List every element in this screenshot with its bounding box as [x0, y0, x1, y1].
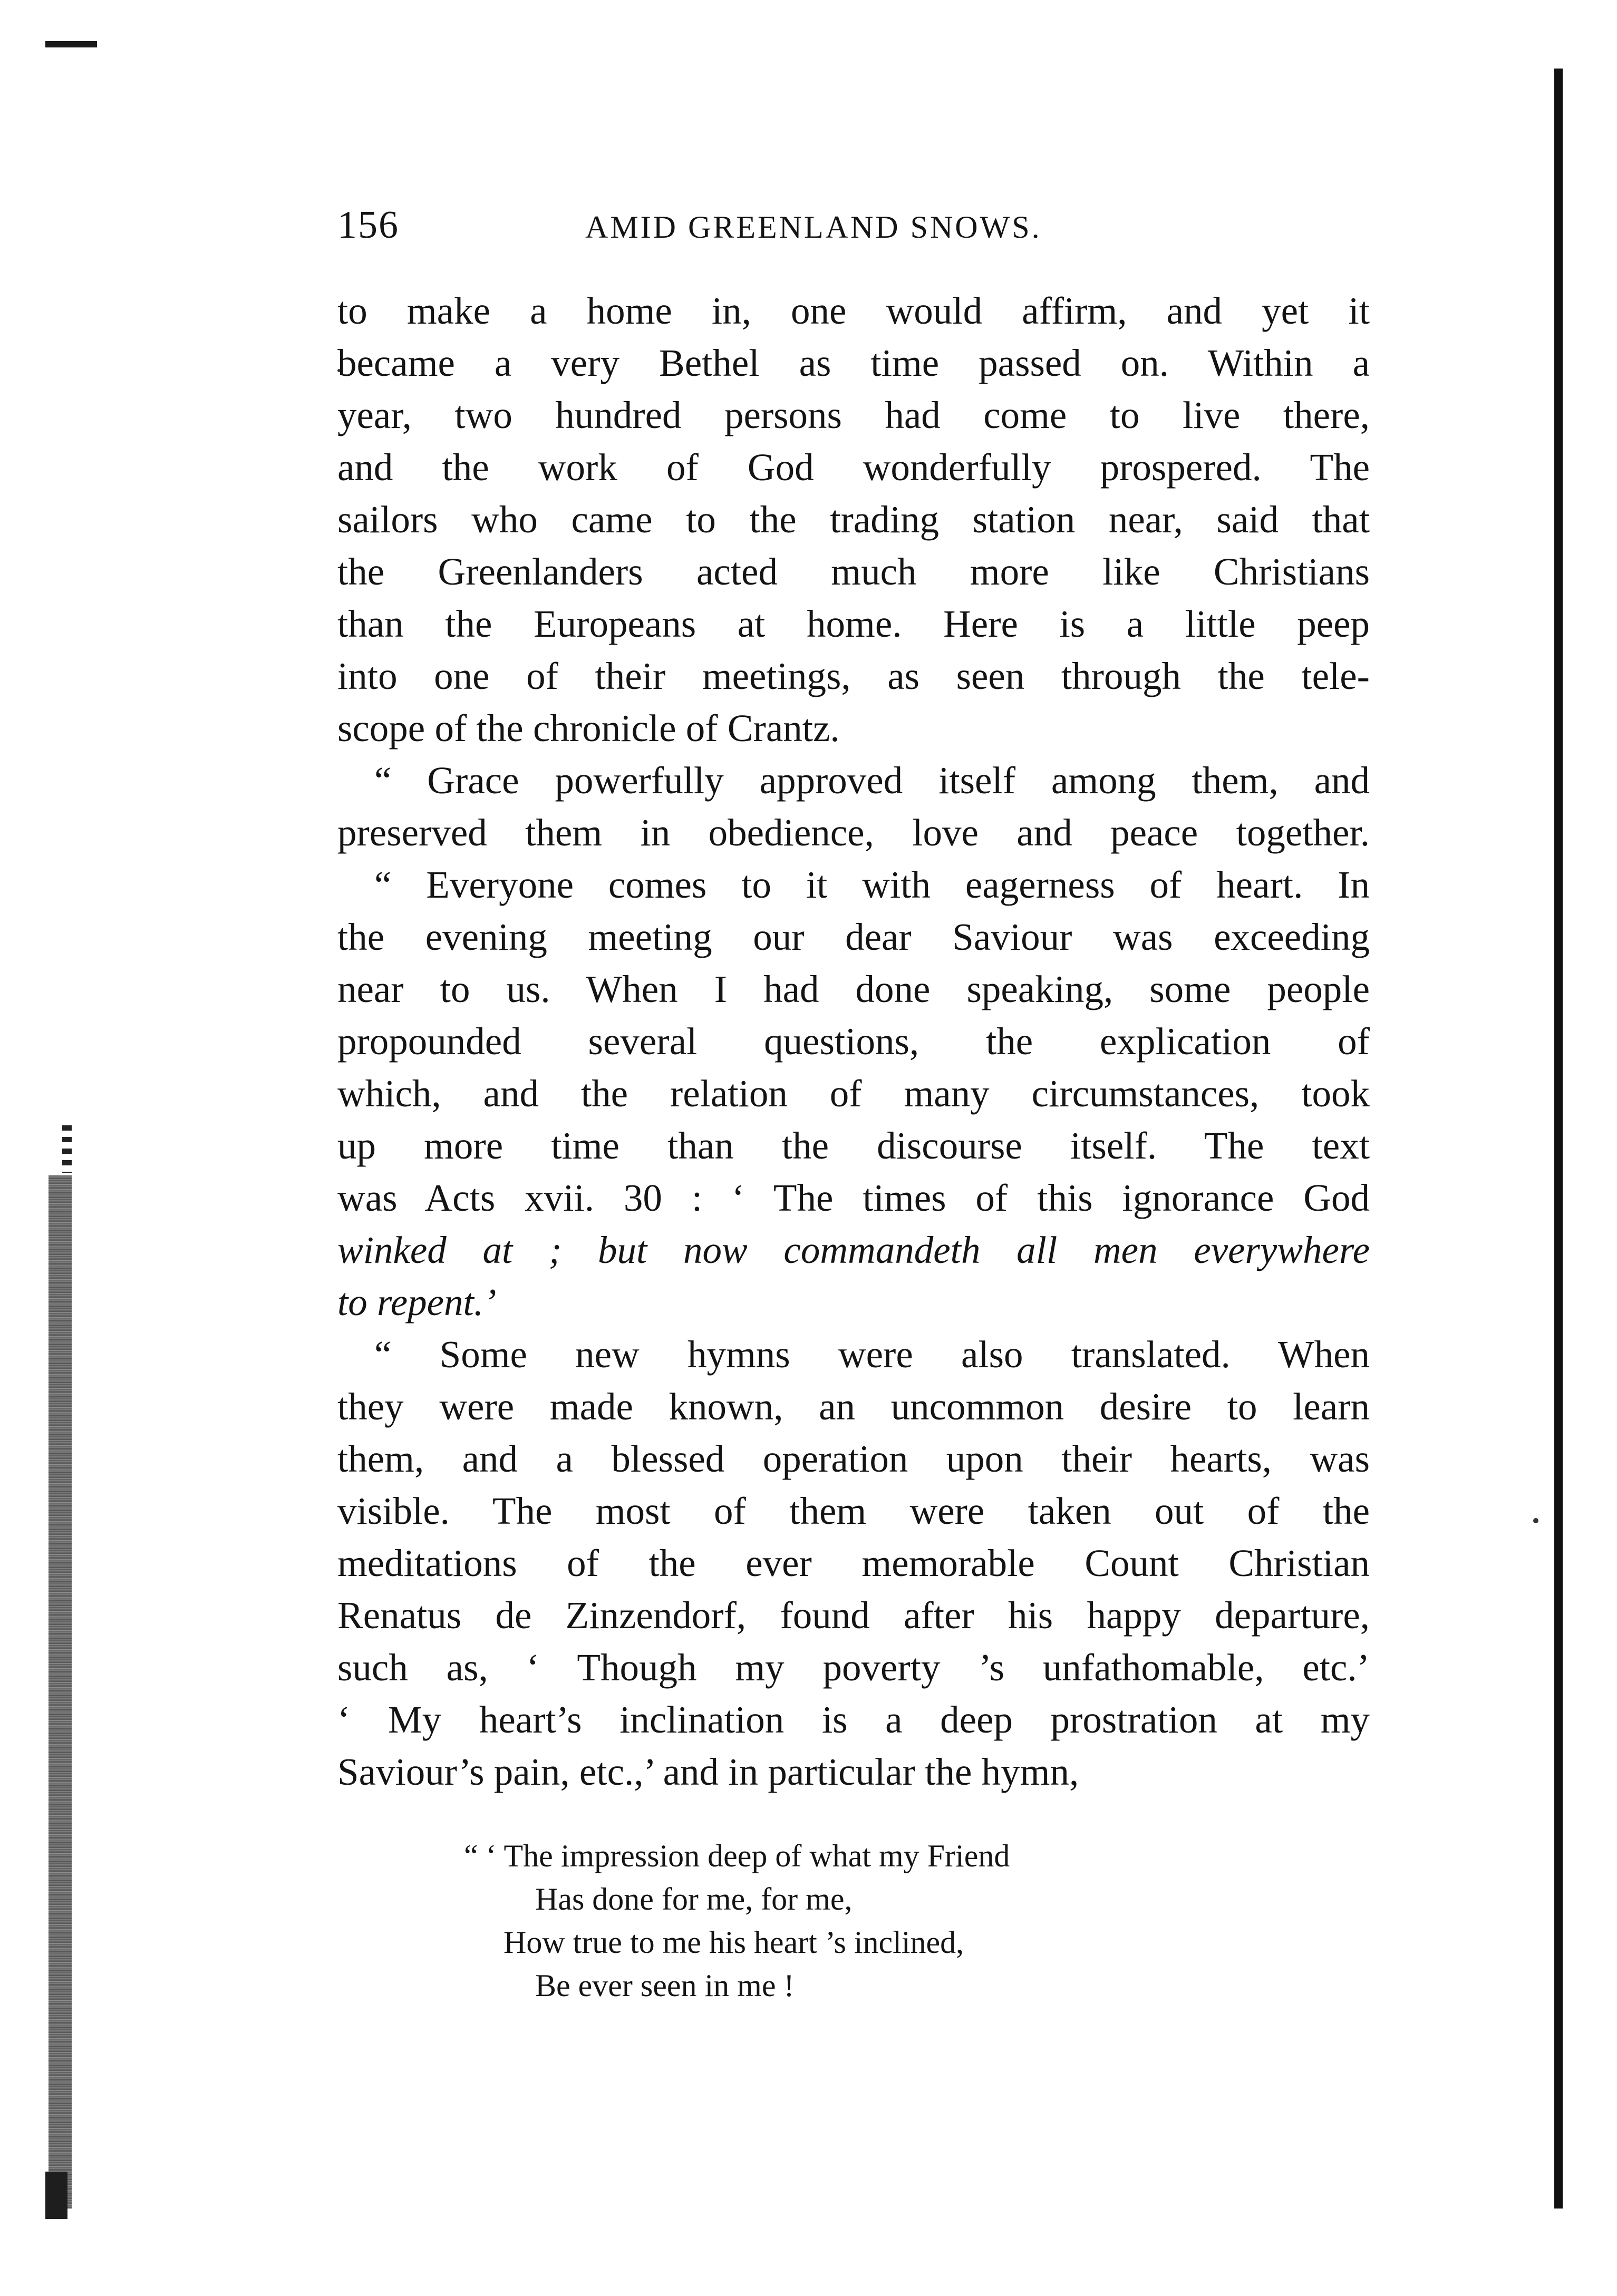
text-line: preserved them in obedience, love and peace together. [337, 811, 1370, 854]
text-line: meditations of the ever memorable Count Christian [337, 1542, 1370, 1584]
text-line: winked at ; but now commandeth all men everywhere [337, 1229, 1370, 1271]
page-number: 156 [337, 203, 399, 247]
text-line: “ Grace powerfully approved itself among them, and [374, 759, 1370, 802]
body-text [337, 285, 1370, 1798]
text-line: into one of their meetings, as seen through the tele- [337, 655, 1370, 697]
binding-edge [49, 1175, 72, 2209]
text-line: “ Some new hymns were also translated. When [374, 1333, 1370, 1376]
text-line: year, two hundred persons had come to live there, [337, 394, 1370, 436]
text-line: Saviour’s pain, etc.,’ and in particular the hymn, [337, 1750, 1079, 1793]
text-line: near to us. When I had done speaking, some people [337, 968, 1370, 1010]
text-line: and the work of God wonderfully prospered. The [337, 446, 1370, 489]
scan-mark-bottom [45, 2172, 67, 2219]
binding-ticks [62, 1125, 72, 1173]
text-line: which, and the relation of many circumstances, took [337, 1072, 1370, 1115]
scan-mark [45, 41, 97, 47]
text-line: became a very Bethel as time passed on. Within a [337, 342, 1370, 384]
text-line: to make a home in, one would affirm, and yet it [337, 289, 1370, 332]
hymn-verse [464, 1834, 1202, 2007]
text-line: sailors who came to the trading station near, said that [337, 498, 1370, 541]
verse-line: How true to me his heart ’s inclined, [504, 1925, 964, 1960]
page-header [337, 203, 1128, 250]
scan-speck [1533, 1518, 1538, 1523]
text-line: up more time than the discourse itself. The text [337, 1124, 1370, 1167]
text-line: to repent.’ [337, 1281, 497, 1324]
text-line: “ Everyone comes to it with eagerness of heart. In [374, 863, 1370, 906]
text-line: such as, ‘ Though my poverty ’s unfathomable, etc.’ [337, 1646, 1370, 1689]
page-edge-rule [1554, 69, 1563, 2209]
text-line: scope of the chronicle of Crantz. [337, 707, 840, 750]
text-line: they were made known, an uncommon desire to learn [337, 1385, 1370, 1428]
verse-line: Be ever seen in me ! [535, 1968, 795, 2003]
text-line: the evening meeting our dear Saviour was exceeding [337, 916, 1370, 958]
text-line: the Greenlanders acted much more like Christians [337, 550, 1370, 593]
text-line: them, and a blessed operation upon their hearts, was [337, 1437, 1370, 1480]
text-line: Renatus de Zinzendorf, found after his happy departure, [337, 1594, 1370, 1637]
running-head: AMID GREENLAND SNOWS. [585, 210, 1042, 245]
verse-line: “ ‘ The impression deep of what my Friend [464, 1838, 1010, 1873]
verse-line: Has done for me, for me, [535, 1882, 853, 1916]
text-line: propounded several questions, the explication of [337, 1020, 1370, 1063]
text-line: ‘ My heart’s inclination is a deep prostration at my [337, 1698, 1370, 1741]
text-line: than the Europeans at home. Here is a little peep [337, 602, 1370, 645]
text-line: visible. The most of them were taken out of the [337, 1490, 1370, 1532]
text-line: was Acts xvii. 30 : ‘ The times of this ignorance God [337, 1176, 1370, 1219]
